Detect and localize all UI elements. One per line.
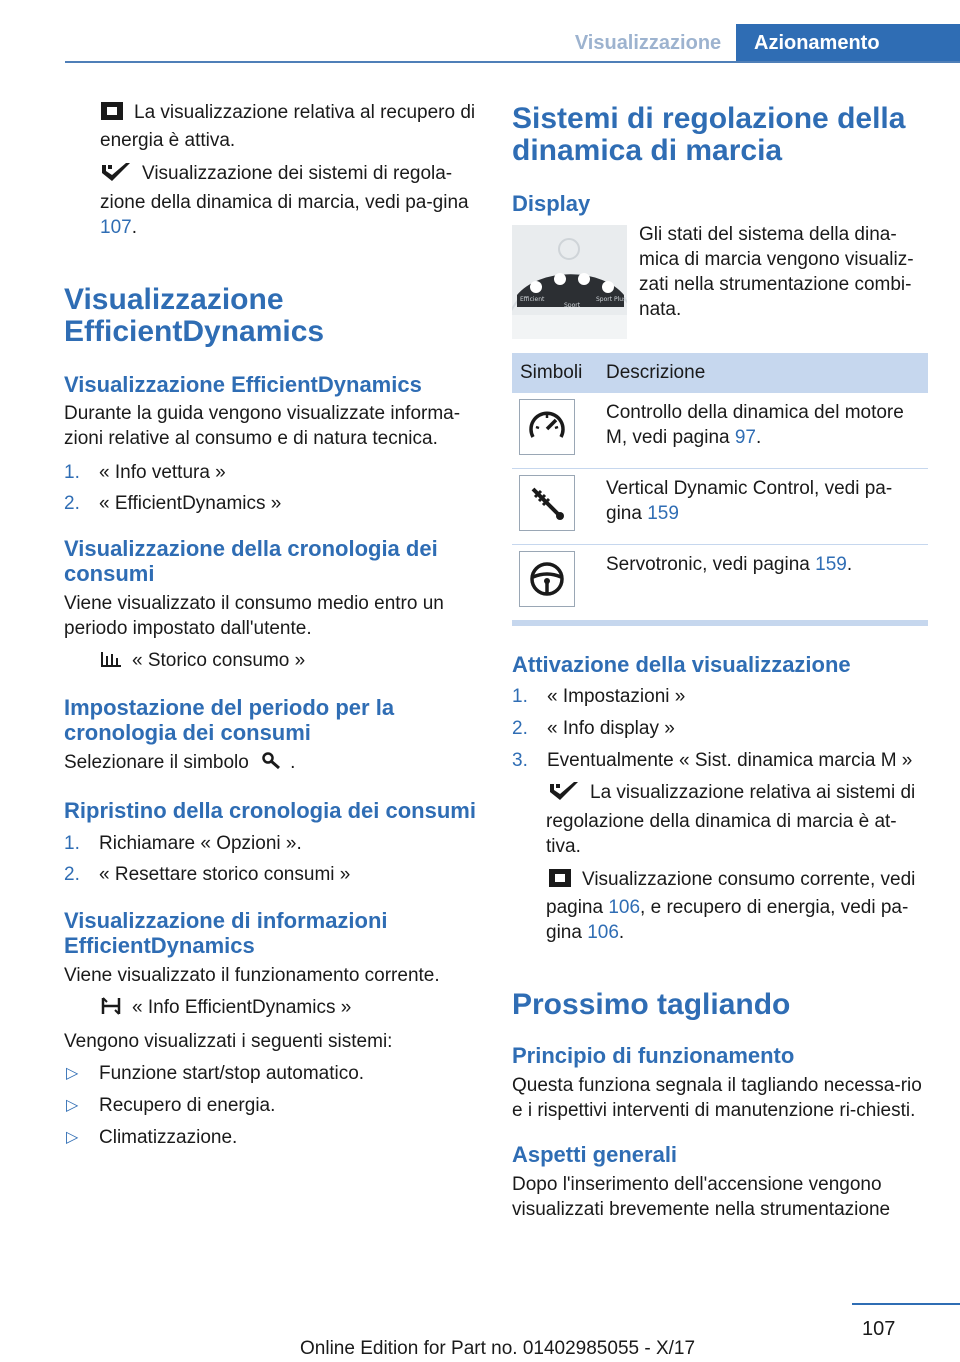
steps-history-reset <box>64 831 478 887</box>
shock-absorber-icon <box>519 475 575 531</box>
list-item: 2. « Resettare storico consumi » <box>64 864 351 885</box>
table-row <box>512 468 928 544</box>
display-text: Gli stati del sistema della dina-mica di marcia vengono visualiz-zati nella strumentazione combi-nata. <box>639 224 914 320</box>
left-page-title: Visualizzazione EfficientDynamics <box>64 283 325 348</box>
instrument-cluster-image <box>512 225 627 339</box>
driving-dynamics-text: Visualizzazione dei sistemi di regola-zione della dinamica di marcia, vedi pa-gina 107. <box>100 163 469 238</box>
list-item: ▷ Recupero di energia. <box>66 1095 276 1116</box>
page-number: 107 <box>862 1318 896 1340</box>
table-header-row <box>512 353 928 393</box>
service-title: Prossimo tagliando <box>512 988 791 1021</box>
activation-sub-dynamics: La visualizzazione relativa ai sistemi di regolazione della dinamica di marcia è at-tiva. <box>546 782 916 857</box>
driving-dynamics-icon <box>100 161 132 190</box>
page-link-106[interactable]: 106 <box>608 897 641 918</box>
table-header-symbols: Simboli <box>512 353 598 393</box>
list-item: ▷ Climatizzazione. <box>66 1127 238 1148</box>
page-link-159[interactable]: 159 <box>815 553 847 575</box>
section-heading-efficientdynamics: Visualizzazione EfficientDynamics <box>64 372 422 397</box>
table-header-description: Descrizione <box>598 353 928 393</box>
list-item: 2. « EfficientDynamics » <box>64 493 282 514</box>
section-text-principle: Questa funziona segnala il tagliando necessa-rio e i rispettivi interventi di manutenzione ri-chiesti. <box>512 1075 922 1121</box>
activation-sub-consumption: Visualizzazione consumo corrente, vedi pagina 106, e recupero di energia, vedi pa-gina 106. <box>546 869 916 943</box>
section-heading-consumption-history: Visualizzazione della cronologia dei consumi <box>64 536 438 586</box>
section-text-general: Dopo l'inserimento dell'accensione vengono visualizzati brevemente nella strumentazione <box>512 1174 891 1220</box>
section-heading-principle: Principio di funzionamento <box>512 1043 795 1068</box>
display-block <box>512 225 928 339</box>
efficientdynamics-info-symline: « Info EfficientDynamics » <box>100 995 478 1022</box>
section-heading-history-reset: Ripristino della cronologia dei consumi <box>64 798 476 823</box>
svg-text:Sport Plus: Sport Plus <box>596 296 627 303</box>
section-heading-efficientdynamics-info: Visualizzazione di informazioni EfficientDynamics <box>64 908 388 958</box>
energy-recovery-text: La visualizzazione relativa al recupero di energia è attiva. <box>100 102 476 151</box>
energy-recovery-line <box>100 100 478 153</box>
section-text-history-period: Selezionare il simbolo . <box>64 750 478 777</box>
steering-wheel-icon <box>519 551 575 607</box>
symbols-table <box>512 353 928 620</box>
list-item: ▷ Funzione start/stop automatico. <box>66 1063 365 1084</box>
section-heading-activation: Attivazione della visualizzazione <box>512 652 851 677</box>
speedometer-icon <box>519 399 575 455</box>
driving-dynamics-line <box>100 161 478 240</box>
steps-efficientdynamics <box>64 460 478 516</box>
page-link-106[interactable]: 106 <box>587 922 619 943</box>
page-link-159[interactable]: 159 <box>647 502 679 524</box>
section-heading-display: Display <box>512 191 591 216</box>
svg-text:Efficient: Efficient <box>520 296 545 303</box>
square-box-icon <box>548 868 572 895</box>
list-item: 3. Eventualmente « Sist. dinamica marcia M » <box>512 750 913 771</box>
table-cell-description: Servotronic, vedi pagina 159. <box>606 553 853 575</box>
header-rule <box>65 61 960 63</box>
bar-chart-icon <box>100 650 122 675</box>
wrench-icon <box>262 752 282 777</box>
list-item: 2. « Info display » <box>512 718 675 739</box>
table-bottom-rule <box>512 620 928 626</box>
list-item: 1. Richiamare « Opzioni ». <box>64 833 302 854</box>
section-text-consumption-history: Viene visualizzato il consumo medio entro un periodo impostato dall'utente. <box>64 593 444 639</box>
section-text-efficientdynamics: Durante la guida vengono visualizzate informa-zioni relative al consumo e di natura tecnica. <box>64 403 461 449</box>
list-item: 1. « Info vettura » <box>64 462 226 483</box>
list-item: 1. « Impostazioni » <box>512 686 686 707</box>
footer-rule <box>852 1303 960 1305</box>
table-row <box>512 544 928 620</box>
section-heading-history-period: Impostazione del periodo per la cronologia dei consumi <box>64 695 395 745</box>
table-cell-description: Controllo della dinamica del motore M, vedi pagina 97. <box>598 393 928 468</box>
table-cell-description: Vertical Dynamic Control, vedi pa-gina 159 <box>598 468 928 544</box>
section-heading-general: Aspetti generali <box>512 1142 678 1167</box>
systems-intro-text: Vengono visualizzati i seguenti sistemi: <box>64 1031 393 1052</box>
right-column <box>512 103 928 1222</box>
energy-flow-icon <box>100 997 122 1022</box>
square-box-icon <box>100 101 124 128</box>
driving-dynamics-icon <box>548 780 580 809</box>
right-page-title: Sistemi di regolazione della dinamica di marcia <box>512 102 906 167</box>
footer-edition: Online Edition for Part no. 01402985055 - X/17 <box>300 1338 696 1359</box>
svg-text:Sport: Sport <box>564 302 581 309</box>
page-link-97[interactable]: 97 <box>734 427 756 448</box>
consumption-history-symline: « Storico consumo » <box>100 648 478 675</box>
header-chapter-tab: Azionamento <box>736 24 960 62</box>
systems-list <box>64 1061 478 1150</box>
page-link-107[interactable]: 107 <box>100 217 132 238</box>
section-text-efficientdynamics-info: Viene visualizzato il funzionamento corrente. <box>64 965 440 986</box>
left-column <box>64 100 478 1150</box>
steps-activation <box>512 684 928 773</box>
table-row <box>512 393 928 468</box>
header-section-tab: Visualizzazione <box>574 32 722 54</box>
